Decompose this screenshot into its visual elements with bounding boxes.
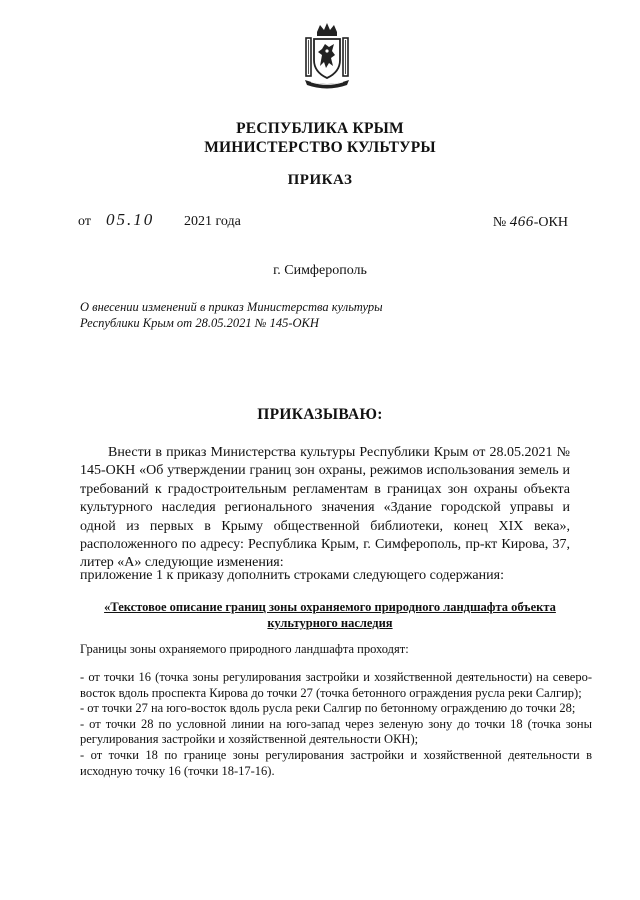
region-title: РЕСПУБЛИКА КРЫМ xyxy=(236,120,404,137)
handwritten-number: 466 xyxy=(509,214,534,230)
crimea-coat-of-arms-icon xyxy=(301,22,353,90)
body-continuation: приложение 1 к приказу дополнить строками следующего содержания: xyxy=(80,568,504,583)
date-prefix: от xyxy=(78,214,91,229)
date-number-line xyxy=(78,210,568,234)
list-item: - от точки 27 на юго-восток вдоль русла реки Салгир по бетонному ограждению до точки 28; xyxy=(80,701,576,716)
number-prefix: № xyxy=(492,215,507,230)
ministry-title: МИНИСТЕРСТВО КУЛЬТУРЫ xyxy=(204,139,436,156)
appendix-title-line-2: культурного наследия xyxy=(267,616,393,630)
appendix-title-line-1: «Текстовое описание границ зоны охраняемого природного ландшафта объекта xyxy=(104,600,556,614)
date-year: 2021 года xyxy=(184,214,241,229)
list-item: - от точки 18 по границе зоны регулирования застройки и хозяйственной деятельности в исходную точку 16 (точки 18-17-16). xyxy=(80,747,592,778)
list-item: - от точки 28 по условной линии на юго-запад через зеленую зону до точки 18 (точка зоны регулирования застройки и хозяйственной деятельности ОКН); xyxy=(80,716,592,747)
handwritten-date: 05.10 xyxy=(106,210,155,229)
borders-intro: Границы зоны охраняемого природного ландшафта проходят: xyxy=(80,642,409,656)
body-paragraph: Внести в приказ Министерства культуры Республики Крым от 28.05.2021 № 145-ОКН «Об утверждении границ зон охраны, режимов использования земель и требований к градостроительным регламентам в границах зон охраны объекта культурного наследия регионального значения «Здание городской управы и одной из первых в Крыму общественной библиотеки, конец XIX века», расположенного по адресу: Республика Крым, г. Симферополь, пр-кт Кирова, 37, литер «А» следующие изменения: xyxy=(80,445,570,571)
appendix-title xyxy=(80,599,580,631)
order-number xyxy=(493,214,568,231)
document-type-title: ПРИКАЗ xyxy=(287,172,353,188)
order-subject xyxy=(80,299,410,331)
number-suffix: -ОКН xyxy=(533,215,568,230)
list-item: - от точки 16 (точка зоны регулирования застройки и хозяйственной деятельности) на северо-восток вдоль проспекта Кирова до точки 27 (точка бетонного ограждения русла реки Салгир); xyxy=(80,670,592,700)
subject-line-1: О внесении изменений в приказ Министерства культуры xyxy=(80,300,383,314)
border-points-list xyxy=(80,670,592,779)
city-line: г. Симферополь xyxy=(273,263,367,278)
subject-line-2: Республики Крым от 28.05.2021 № 145-ОКН xyxy=(80,316,319,330)
order-directive-heading: ПРИКАЗЫВАЮ: xyxy=(257,406,383,423)
